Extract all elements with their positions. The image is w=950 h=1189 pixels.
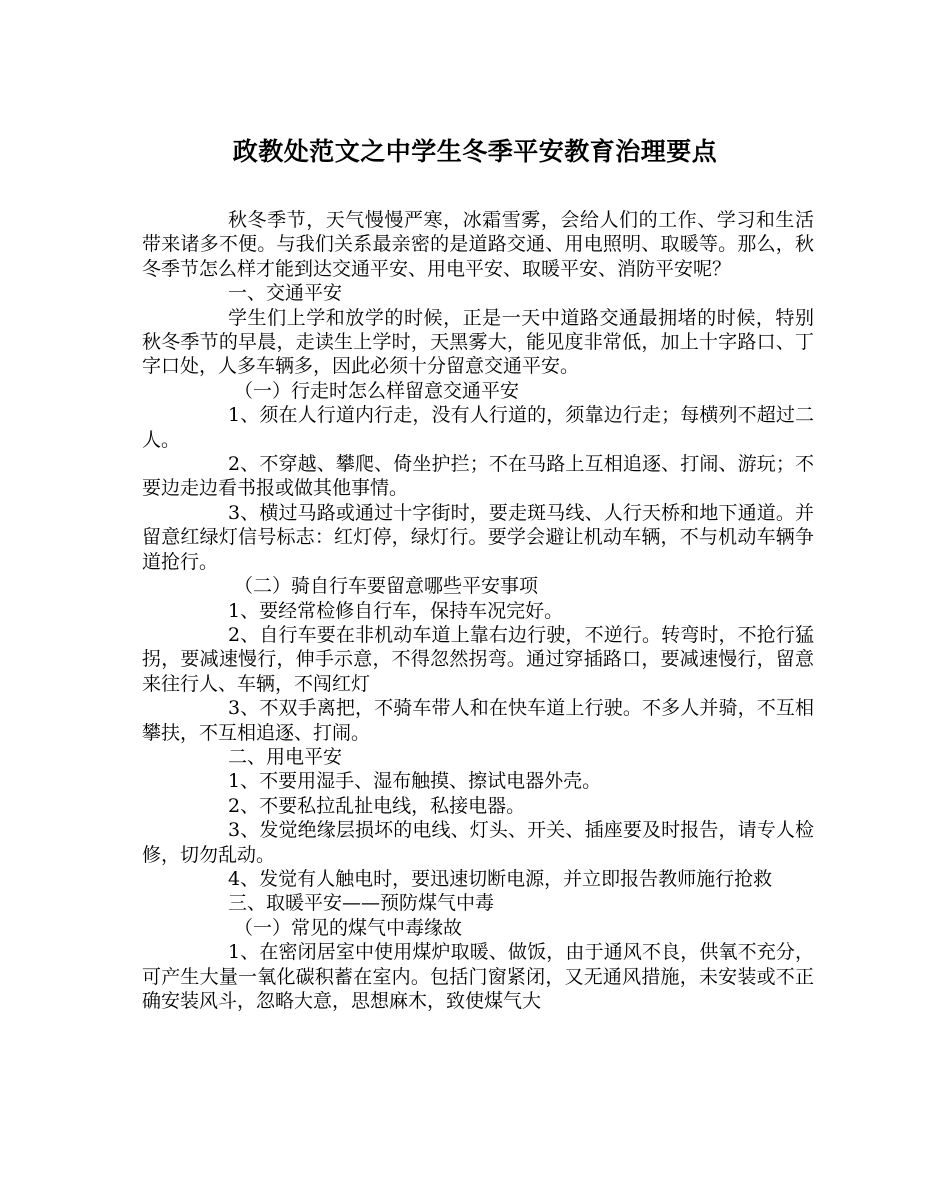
list-item: 3、发觉绝缘层损坏的电线、灯头、开关、插座要及时报告，请专人检修，切勿乱动。 (142, 819, 814, 866)
list-item: 1、须在人行道内行走，没有人行道的，须靠边行走；每横列不超过二人。 (142, 404, 814, 451)
list-item: 1、要经常检修自行车，保持车况完好。 (228, 599, 564, 622)
list-item: 2、自行车要在非机动车道上靠右边行驶，不逆行。转弯时，不抢行猛拐，要减速慢行，伸手示意，不得忽然拐弯。通过穿插路口，要减速慢行，留意来往行人、车辆，不闯红灯 (142, 623, 814, 695)
section-heading-heating: 三、取暖平安——预防煤气中毒 (228, 892, 495, 915)
list-item: 3、不双手离把，不骑车带人和在快车道上行驶。不多人并骑，不互相攀扶，不互相追逐、打闹。 (142, 697, 814, 744)
list-item: 2、不要私拉乱扯电线，私接电器。 (228, 794, 526, 817)
list-item: 1、不要用湿手、湿布触摸、擦试电器外壳。 (228, 770, 602, 793)
list-item: 2、不穿越、攀爬、倚坐护拦；不在马路上互相追逐、打闹、游玩；不要边走边看书报或做其他事情。 (142, 453, 814, 500)
section-heading-electricity: 二、用电平安 (228, 745, 343, 768)
section-heading-traffic: 一、交通平安 (228, 282, 343, 305)
list-item: 3、横过马路或通过十字街时，要走斑马线、人行天桥和地下通道。并留意红绿灯信号标志：红灯停，绿灯行。要学会避让机动车辆，不与机动车辆争道抢行。 (142, 501, 814, 573)
list-item: 4、发觉有人触电时，要迅速切断电源，并立即报告教师施行抢救 (228, 867, 773, 890)
subheading-gas-poisoning-causes: （一）常见的煤气中毒缘故 (234, 916, 463, 939)
paragraph-traffic-intro: 学生们上学和放学的时候，正是一天中道路交通最拥堵的时候，特别秋冬季节的早晨，走读生上学时，天黑雾大，能见度非常低，加上十字路口、丁字口处，人多车辆多，因此必须十分留意交通平安。 (142, 306, 814, 378)
list-item: 1、在密闭居室中使用煤炉取暖、做饭，由于通风不良，供氧不充分，可产生大量一氧化碳积蓄在室内。包括门窗紧闭，又无通风措施，未安装或不正确安装风斗，忽略大意，思想麻木，致使煤气大 (142, 941, 814, 1012)
document-body (142, 208, 814, 1013)
paragraph-intro: 秋冬季节，天气慢慢严寒，冰霜雪雾，会给人们的工作、学习和生活带来诸多不便。与我们关系最亲密的是道路交通、用电照明、取暖等。那么，秋冬季节怎么样才能到达交通平安、用电平安、取暖平安、消防平安呢？ (142, 209, 814, 280)
document-title: 政教处范文之中学生冬季平安教育治理要点 (232, 137, 718, 166)
subheading-walking: （一）行走时怎么样留意交通平安 (234, 379, 520, 402)
subheading-cycling: （二）骑自行车要留意哪些平安事项 (234, 575, 539, 598)
